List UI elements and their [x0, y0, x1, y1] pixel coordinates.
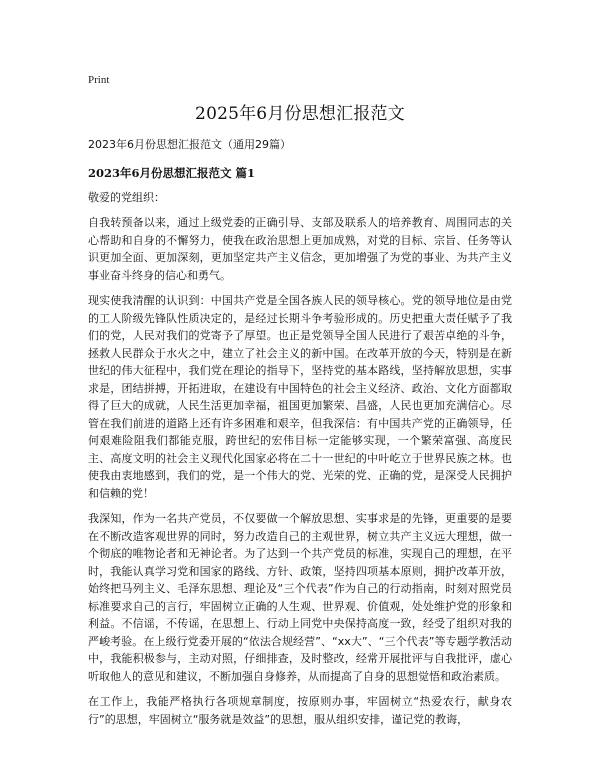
document-subtitle: 2023年6月份思想汇报范文（通用29篇）: [88, 138, 291, 151]
paragraph-2: 现实使我清醒的认识到：中国共产党是全国各族人民的领导核心。党的领导地位是由党的工人阶级先锋队性质决定的，是经过长期斗争考验形成的。历史把重大责任赋予了我们的党，人民对我们的党寄予了厚望。也正是党领导全国人民进行了艰苦卓绝的斗争，拯救人民群众于水火之中，建立了社会主义的新中国。在改革开放的今天，特别是在新世纪的伟大征程中，我们党在理论的指导下，坚持党的基本路线，坚持解放思想，实事求是，团结拼搏，开拓进取，在建设有中国特色的社会主义经济、政治、文化方面都取得了巨大的成就，人民生活更加幸福，祖国更加繁荣、昌盛，人民也更加充满信心。尽管在我们前进的道路上还有许多困难和艰辛，但我深信：有中国共产党的正确领导，任何艰难险阻我们都能克服，跨世纪的宏伟目标一定能够实现，一个繁荣富强、高度民主、高度文明的社会主义现代化国家必将在二十一世纪的中叶屹立于世界民族之林。也使我由衷地感到，我们的党，是一个伟大的党、光荣的党、正确的党，是深受人民拥护和信赖的党！: [88, 294, 512, 500]
paragraph-3: 我深知，作为一名共产党员，不仅要做一个解放思想、实事求是的先锋，更重要的是要在不断改造客观世界的同时，努力改造自己的主观世界，树立共产主义远大理想，做一个彻底的唯物论者和无神论者。为了达到一个共产党员的标准，实现自己的理想，在平时，我能认真学习党和国家的路线、方针、政策，坚持四项基本原则，拥护改革开放，始终把马列主义、毛泽东思想、理论及“三个代表”作为自己的行动指南，时刻对照党员标准要求自己的言行，牢固树立正确的人生观、世界观、价值观，处处维护党的形象和利益。不信谣，不传谣，在思想上、行动上同党中央保持高度一致，经受了组织对我的严峻考验。在上级行党委开展的“依法合规经营”、“xx大”、“三个代表”等专题学教活动中，我能积极参与，主动对照，仔细排查，及时整改，经常开展批评与自我批评，虚心听取他人的意见和建议，不断加强自身修养，从而提高了自身的思想觉悟和政治素质。: [88, 512, 512, 683]
paragraph-4: 在工作上，我能严格执行各项规章制度，按原则办事，牢固树立“热爱农行，献身农行”的思想，牢固树立“服务就是效益”的思想，服从组织安排，谨记党的教诲，: [88, 695, 512, 726]
page-title: 2025年6月份思想汇报范文: [195, 104, 405, 124]
print-link[interactable]: Print: [88, 74, 110, 86]
section-heading: 2023年6月份思想汇报范文 篇1: [88, 166, 256, 180]
paragraph-1: 自我转预备以来，通过上级党委的正确引导、支部及联系人的培养教育、周围同志的关心帮助和自身的不懈努力，使我在政治思想上更加成熟，对党的目标、宗旨、任务等认识更加全面、更加深刻，更加坚定共产主义信念，更加增强了为党的事业、为共产主义事业奋斗终身的信心和勇气。: [88, 216, 512, 282]
salutation: 敬爱的党组织：: [88, 191, 165, 204]
